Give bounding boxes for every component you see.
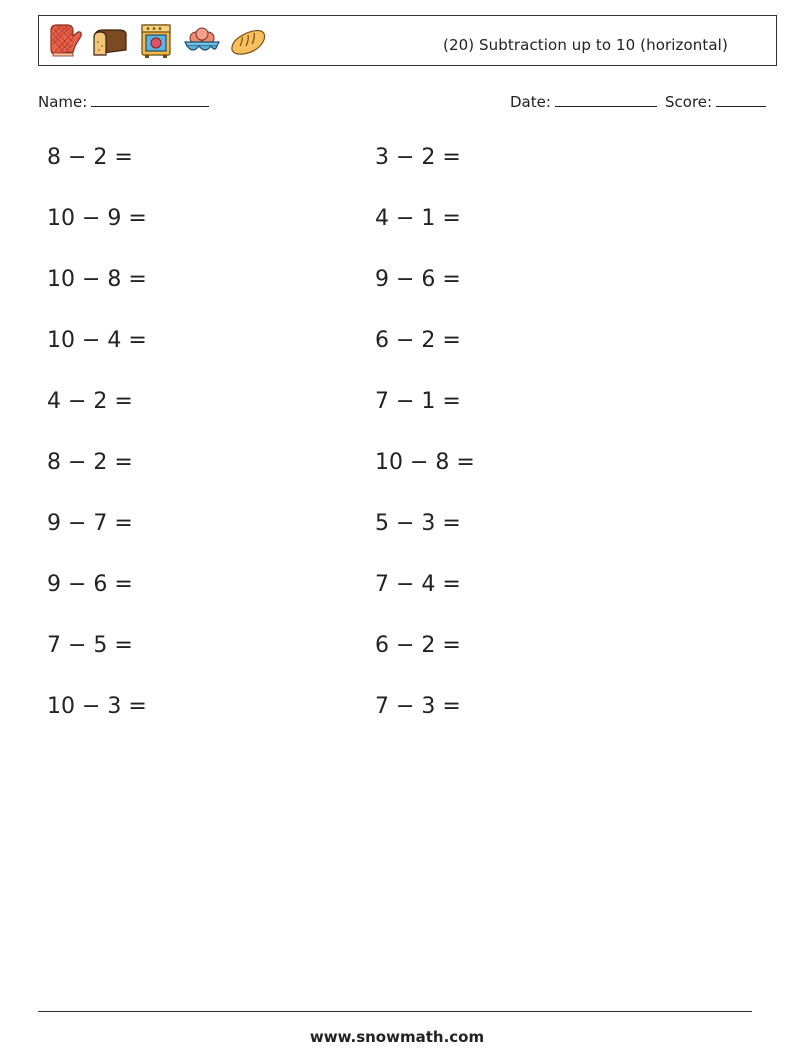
date-label: Date:	[510, 93, 551, 111]
problem-row	[47, 267, 747, 297]
problem: 10 − 4 =	[47, 328, 147, 353]
problem: 8 − 2 =	[47, 450, 133, 475]
problem: 7 − 5 =	[47, 633, 133, 658]
problem: 4 − 2 =	[47, 389, 133, 414]
problem: 7 − 4 =	[375, 572, 461, 597]
problem: 9 − 6 =	[47, 572, 133, 597]
header-icons	[45, 22, 267, 60]
problem-row	[47, 328, 747, 358]
score-blank-line[interactable]	[716, 92, 766, 107]
worksheet-title: (20) Subtraction up to 10 (horizontal)	[443, 36, 728, 54]
student-info-fields	[38, 92, 771, 116]
problem-row	[47, 572, 747, 602]
problem-row	[47, 389, 747, 419]
footer-divider	[38, 1011, 752, 1012]
problem-row	[47, 633, 747, 663]
problem-row	[47, 206, 747, 236]
problem-row	[47, 145, 747, 175]
score-field[interactable]	[665, 92, 766, 111]
problem: 10 − 9 =	[47, 206, 147, 231]
footer-url[interactable]: www.snowmath.com	[309, 1028, 485, 1046]
date-field[interactable]	[510, 92, 657, 111]
problem: 7 − 3 =	[375, 694, 461, 719]
problem: 7 − 1 =	[375, 389, 461, 414]
problem: 6 − 2 =	[375, 328, 461, 353]
problem: 5 − 3 =	[375, 511, 461, 536]
worksheet-header	[38, 15, 777, 66]
problem-row	[47, 694, 747, 724]
bread-loaf-icon	[91, 22, 129, 60]
problem: 3 − 2 =	[375, 145, 461, 170]
problem: 10 − 8 =	[375, 450, 475, 475]
problem: 9 − 6 =	[375, 267, 461, 292]
oven-icon	[137, 22, 175, 60]
problem: 8 − 2 =	[47, 145, 133, 170]
name-field[interactable]	[38, 92, 209, 111]
oven-mitt-icon	[45, 22, 83, 60]
problem: 10 − 8 =	[47, 267, 147, 292]
name-blank-line[interactable]	[91, 92, 209, 107]
problem: 4 − 1 =	[375, 206, 461, 231]
score-label: Score:	[665, 93, 713, 111]
egg-carton-icon	[183, 22, 221, 60]
baguette-icon	[229, 22, 267, 60]
problem-row	[47, 511, 747, 541]
problem: 9 − 7 =	[47, 511, 133, 536]
problem: 6 − 2 =	[375, 633, 461, 658]
problem: 10 − 3 =	[47, 694, 147, 719]
name-label: Name:	[38, 93, 88, 111]
date-blank-line[interactable]	[555, 92, 657, 107]
problem-row	[47, 450, 747, 480]
